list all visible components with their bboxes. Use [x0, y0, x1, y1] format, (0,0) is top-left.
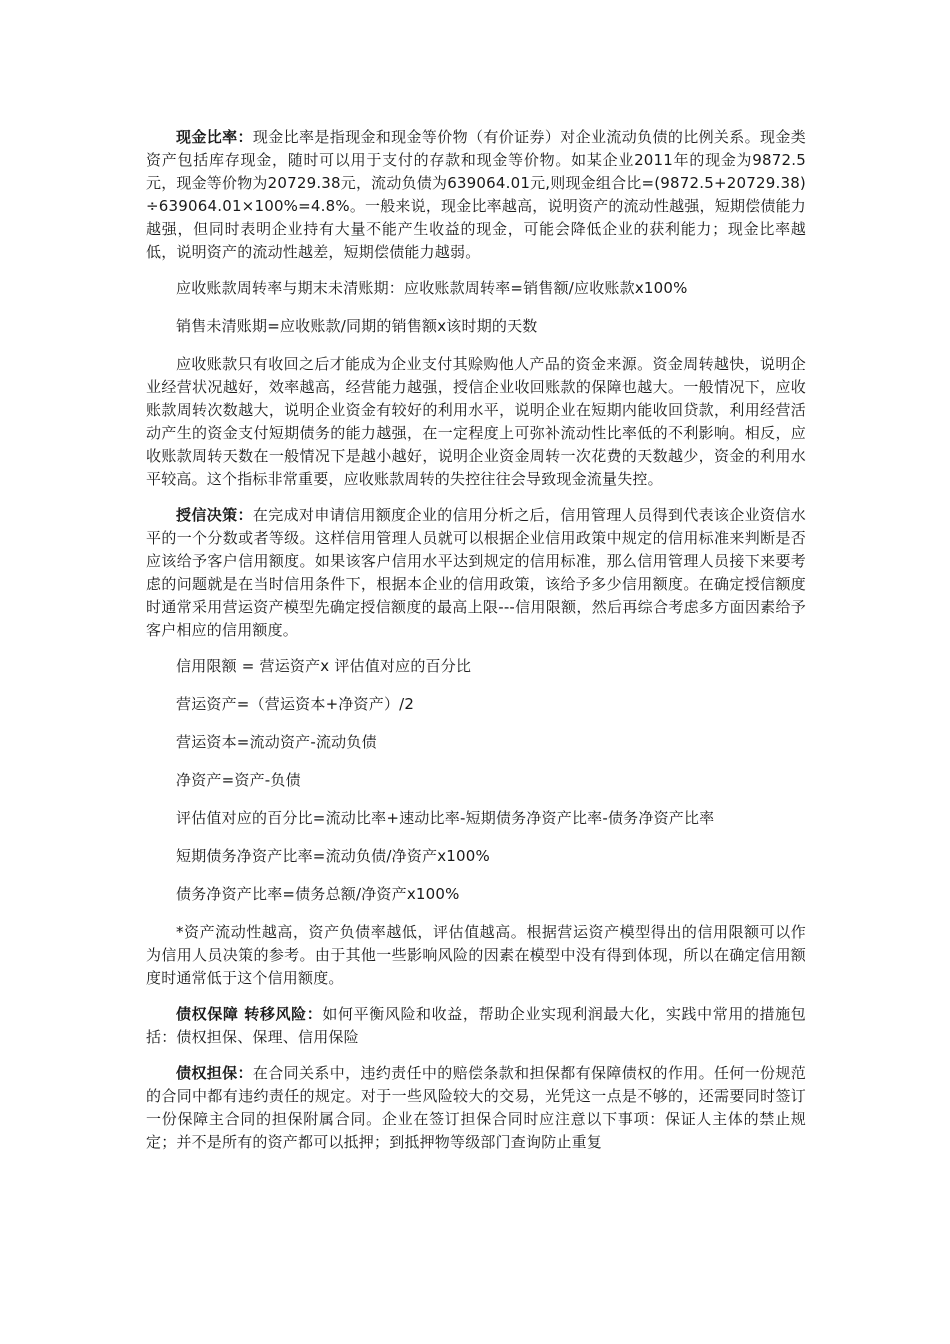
document-page — [146, 126, 806, 1167]
term-credit-decision: 授信决策： — [176, 506, 253, 524]
formula-debt-net-assets-ratio: 债务净资产比率=债务总额/净资产x100% — [176, 885, 460, 903]
paragraph-receivable-turnover: 应收账款周转率与期末未清账期：应收账款周转率=销售额/应收账款x100% — [176, 279, 688, 297]
debt-guarantee-text: 在合同关系中，违约责任中的赔偿条款和担保都有保障债权的作用。任何一份规范的合同中都有违约责任的规定。对于一些风险较大的交易，光凭这一点是不够的，还需要同时签订一份保障主合同的担保附属合同。企业在签订担保合同时应注意以下事项：保证人主体的禁止规定；并不是所有的资产都可以抵押；到抵押物等级部门查询防止重复 — [146, 1064, 806, 1151]
formula-working-assets: 营运资产=（营运资本+净资产）/2 — [176, 695, 415, 713]
formula-net-assets: 净资产=资产-负债 — [176, 771, 301, 789]
paragraph-credit-decision — [146, 504, 806, 642]
paragraph-risk-transfer — [146, 1003, 806, 1049]
formula-evaluation-percentage: 评估值对应的百分比=流动比率+速动比率-短期债务净资产比率-债务净资产比率 — [176, 809, 715, 827]
risk-transfer-text: 如何平衡风险和收益，帮助企业实现利润最大化，实践中常用的措施包括：债权担保、保理、信用保险 — [146, 1005, 806, 1046]
term-cash-ratio: 现金比率： — [176, 128, 253, 146]
paragraph-evaluation-note: *资产流动性越高，资产负债率越低，评估值越高。根据营运资产模型得出的信用限额可以作为信用人员决策的参考。由于其他一些影响风险的因素在模型中没有得到体现，所以在确定信用额度时通常低于这个信用额度。 — [146, 923, 806, 987]
paragraph-sales-outstanding: 销售未清账期=应收账款/同期的销售额x该时期的天数 — [176, 317, 538, 335]
term-risk-transfer: 债权保障 转移风险： — [176, 1005, 323, 1023]
credit-decision-text: 在完成对申请信用额度企业的信用分析之后，信用管理人员得到代表该企业资信水平的一个分数或者等级。这样信用管理人员就可以根据企业信用政策中规定的信用标准来判断是否应该给予客户信用额度。如果该客户信用水平达到规定的信用标准，那么信用管理人员接下来要考虑的问题就是在当时信用条件下，根据本企业的信用政策，该给予多少信用额度。在确定授信额度时通常采用营运资产模型先确定授信额度的最高上限---信用限额，然后再综合考虑多方面因素给予客户相应的信用额度。 — [146, 506, 806, 639]
formula-working-capital: 营运资本=流动资产-流动负债 — [176, 733, 377, 751]
formula-short-term-debt-ratio: 短期债务净资产比率=流动负债/净资产x100% — [176, 847, 490, 865]
formula-credit-limit: 信用限额 = 营运资产x 评估值对应的百分比 — [176, 657, 472, 675]
paragraph-receivables-explanation: 应收账款只有收回之后才能成为企业支付其赊购他人产品的资金来源。资金周转越快，说明企业经营状况越好，效率越高，经营能力越强，授信企业收回账款的保障也越大。一般情况下，应收账款周转次数越大，说明企业资金有较好的利用水平，说明企业在短期内能收回贷款，利用经营活动产生的资金支付短期债务的能力越强，在一定程度上可弥补流动性比率低的不利影响。相反，应收账款周转天数在一般情况下是越小越好，说明企业资金周转一次花费的天数越少，资金的利用水平较高。这个指标非常重要，应收账款周转的失控往往会导致现金流量失控。 — [146, 355, 806, 488]
cash-ratio-text: 现金比率是指现金和现金等价物（有价证券）对企业流动负债的比例关系。现金类资产包括库存现金，随时可以用于支付的存款和现金等价物。如某企业2011年的现金为9872.5元，现金等价物为20729.38元，流动负债为639064.01元,则现金组合比=(9872.5+20729.38)÷639064.01×100%=4.8%。一般来说，现金比率越高，说明资产的流动性越强，短期偿债能力越强，但同时表明企业持有大量不能产生收益的现金，可能会降低企业的获利能力；现金比率越低，说明资产的流动性越差，短期偿债能力越弱。 — [146, 128, 806, 261]
paragraph-cash-ratio — [146, 126, 806, 264]
paragraph-debt-guarantee — [146, 1062, 806, 1154]
term-debt-guarantee: 债权担保： — [176, 1064, 253, 1082]
